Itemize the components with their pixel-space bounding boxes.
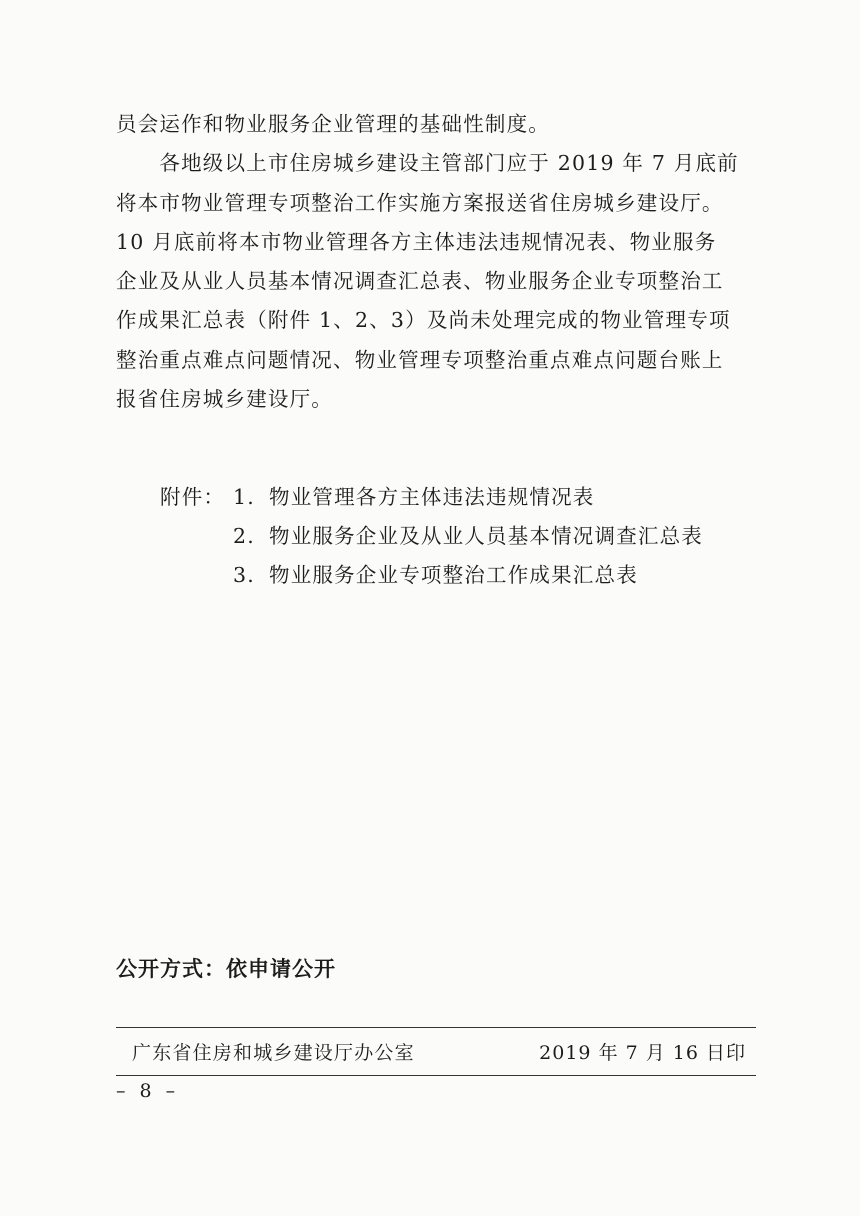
attachment-title: 物业服务企业及从业人员基本情况调查汇总表 bbox=[269, 524, 703, 548]
body-line: 10 月底前将本市物业管理各方主体违法违规情况表、物业服务 bbox=[116, 229, 717, 254]
attachment-title: 物业服务企业专项整治工作成果汇总表 bbox=[269, 563, 638, 587]
attachment-item bbox=[116, 517, 703, 556]
body-line: 报省住房城乡建设厅。 bbox=[116, 387, 333, 412]
body-text bbox=[116, 105, 756, 419]
disclosure-method: 公开方式：依申请公开 bbox=[116, 957, 336, 981]
body-line: 员会运作和物业服务企业管理的基础性制度。 bbox=[116, 112, 550, 136]
body-line: 各地级以上市住房城乡建设主管部门应于 2019 年 7 月底前 bbox=[116, 151, 739, 176]
page-number: – 8 – bbox=[116, 1080, 180, 1102]
body-line: 作成果汇总表（附件 1、2、3）及尚未处理完成的物业管理专项 bbox=[116, 308, 731, 333]
attachment-number: 2. bbox=[233, 524, 255, 548]
attachment-item bbox=[116, 478, 703, 517]
attachment-number: 1. bbox=[233, 485, 255, 509]
attachment-list bbox=[116, 478, 703, 595]
body-line: 将本市物业管理专项整治工作实施方案报送省住房城乡建设厅。 bbox=[116, 190, 724, 215]
attachment-label: 附件： bbox=[160, 485, 226, 509]
footer-divider-top bbox=[116, 1027, 756, 1028]
issuer-name: 广东省住房和城乡建设厅办公室 bbox=[132, 1042, 415, 1064]
attachment-title: 物业管理各方主体违法违规情况表 bbox=[269, 485, 595, 509]
print-date: 2019 年 7 月 16 日印 bbox=[539, 1042, 746, 1064]
body-line: 企业及从业人员基本情况调查汇总表、物业服务企业专项整治工 bbox=[116, 269, 724, 294]
footer-divider-bottom bbox=[116, 1075, 756, 1076]
body-line: 整治重点难点问题情况、物业管理专项整治重点难点问题台账上 bbox=[116, 347, 724, 372]
attachment-number: 3. bbox=[233, 563, 255, 587]
attachment-item bbox=[116, 556, 703, 595]
